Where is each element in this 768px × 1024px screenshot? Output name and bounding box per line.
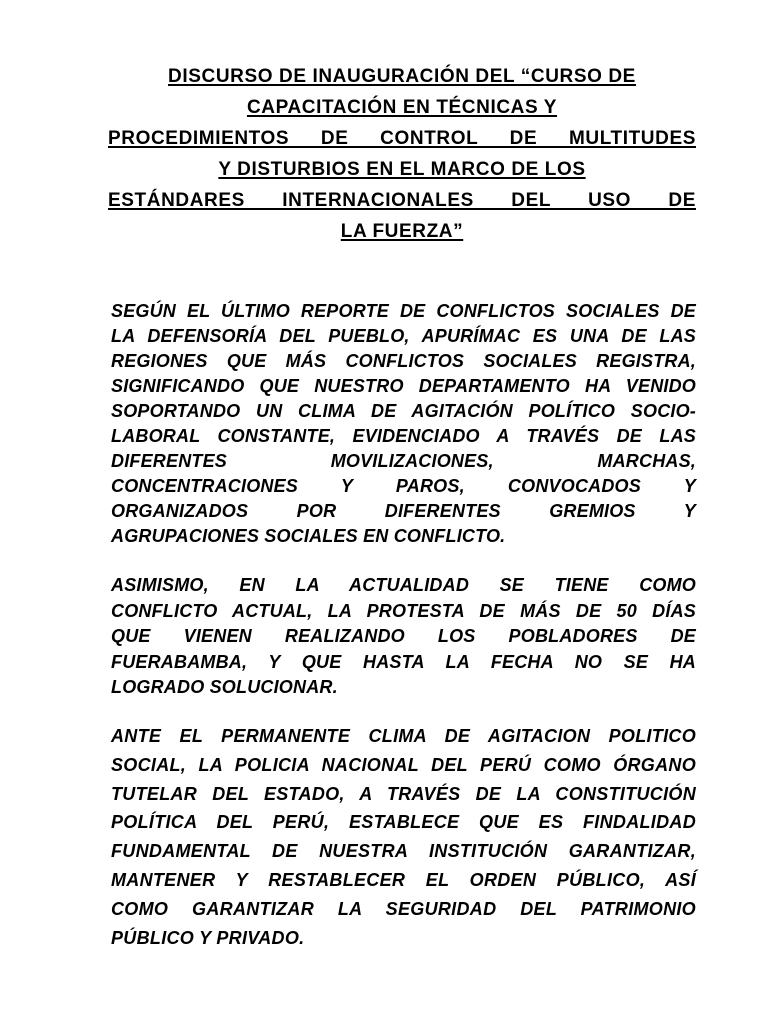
paragraph-line: AGRUPACIONES SOCIALES EN CONFLICTO. <box>111 526 506 546</box>
paragraph-line: SOCIAL, LA POLICIA NACIONAL DEL PERÚ COMO ÓRGANO <box>111 754 696 775</box>
paragraph-police-role <box>111 722 696 952</box>
title-line: PROCEDIMIENTOS DE CONTROL DE MULTITUDES <box>108 128 696 149</box>
document-title <box>108 61 696 247</box>
title-line: LA FUERZA” <box>340 221 464 242</box>
paragraph-line: CONFLICTO ACTUAL, LA PROTESTA DE MÁS DE 50 DÍAS <box>111 600 696 621</box>
paragraph-line: FUERABAMBA, Y QUE HASTA LA FECHA NO SE HA <box>111 651 696 672</box>
paragraph-line: POLÍTICA DEL PERÚ, ESTABLECE QUE ES FINDALIDAD <box>111 812 696 833</box>
paragraph-line: COMO GARANTIZAR LA SEGURIDAD DEL PATRIMONIO <box>111 898 696 919</box>
paragraph-current-conflict <box>111 573 696 701</box>
paragraph-line: LA DEFENSORÍA DEL PUEBLO, APURÍMAC ES UNA DE LAS <box>111 326 696 346</box>
paragraph-line: LABORAL CONSTANTE, EVIDENCIADO A TRAVÉS DE LAS <box>111 426 696 446</box>
paragraph-line: SIGNIFICANDO QUE NUESTRO DEPARTAMENTO HA VENIDO <box>111 376 696 396</box>
paragraph-line: TUTELAR DEL ESTADO, A TRAVÉS DE LA CONSTITUCIÓN <box>111 783 696 804</box>
paragraph-line: FUNDAMENTAL DE NUESTRA INSTITUCIÓN GARANTIZAR, <box>111 841 696 862</box>
paragraph-line: REGIONES QUE MÁS CONFLICTOS SOCIALES REGISTRA, <box>111 351 696 371</box>
paragraph-line: LOGRADO SOLUCIONAR. <box>111 677 338 697</box>
paragraph-line: CONCENTRACIONES Y PAROS, CONVOCADOS Y <box>111 476 696 496</box>
paragraph-line: DIFERENTES MOVILIZACIONES, MARCHAS, <box>111 451 696 471</box>
paragraph-line: ORGANIZADOS POR DIFERENTES GREMIOS Y <box>111 501 696 521</box>
paragraph-line: QUE VIENEN REALIZANDO LOS POBLADORES DE <box>111 626 696 646</box>
title-line: ESTÁNDARES INTERNACIONALES DEL USO DE <box>108 190 696 211</box>
paragraph-line: PÚBLICO Y PRIVADO. <box>111 927 305 948</box>
paragraph-line: SOPORTANDO UN CLIMA DE AGITACIÓN POLÍTICO SOCIO- <box>111 401 696 421</box>
title-line: CAPACITACIÓN EN TÉCNICAS Y <box>246 97 558 118</box>
title-line: DISCURSO DE INAUGURACIÓN DEL “CURSO DE <box>168 66 636 87</box>
paragraph-line: MANTENER Y RESTABLECER EL ORDEN PÚBLICO, ASÍ <box>111 869 696 890</box>
paragraph-line: SEGÚN EL ÚLTIMO REPORTE DE CONFLICTOS SOCIALES DE <box>111 301 696 321</box>
paragraph-conflict-report <box>111 299 696 549</box>
paragraph-line: ASIMISMO, EN LA ACTUALIDAD SE TIENE COMO <box>111 575 696 595</box>
title-line: Y DISTURBIOS EN EL MARCO DE LOS <box>218 159 586 180</box>
paragraph-line: ANTE EL PERMANENTE CLIMA DE AGITACION POLITICO <box>111 726 696 746</box>
